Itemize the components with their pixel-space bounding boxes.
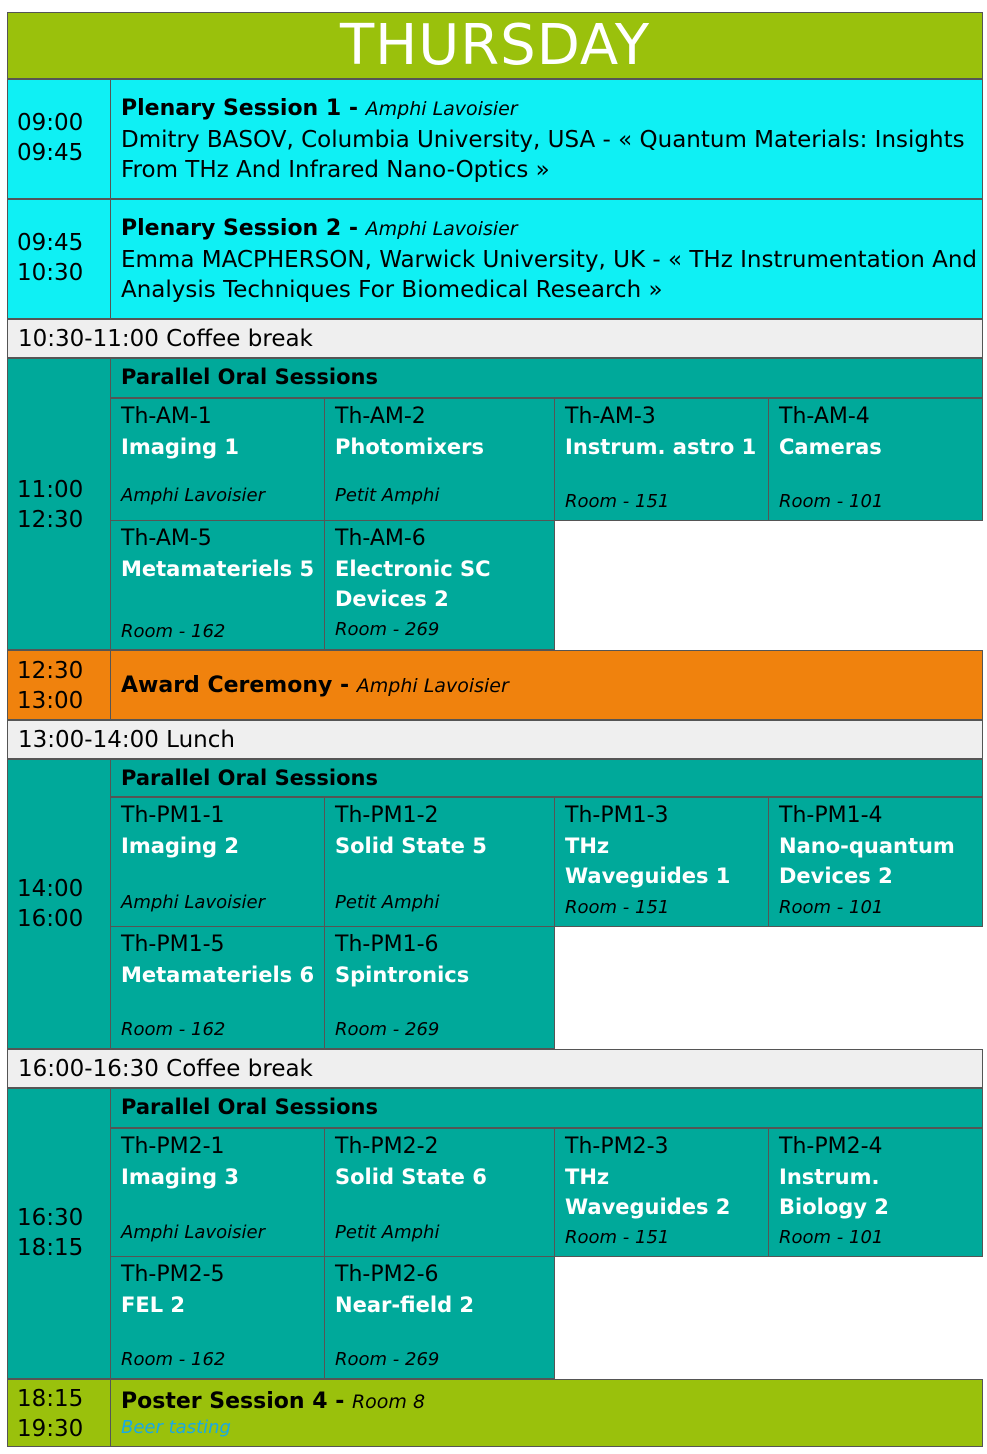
session-cell — [768, 797, 983, 927]
session-code: Th-AM-3 — [565, 404, 656, 429]
end-time: 12:30 — [17, 507, 84, 533]
speaker-line-2: Analysis Techniques For Biomedical Research » — [121, 277, 663, 303]
session-room: Room - 101 — [779, 1227, 884, 1248]
session-room: Room - 101 — [779, 491, 884, 512]
session-topic-line-2: Biology 2 — [779, 1195, 889, 1219]
end-time: 16:00 — [17, 906, 84, 932]
session-code: Th-PM2-3 — [565, 1134, 669, 1159]
session-cell — [110, 1128, 325, 1257]
session-room: Room - 151 — [565, 897, 670, 918]
end-time: 19:30 — [17, 1416, 84, 1442]
poster-session — [110, 1379, 983, 1447]
session-location: Amphi Lavoisier — [365, 98, 518, 120]
separator: - — [341, 216, 366, 241]
day-header: THURSDAY — [7, 12, 983, 79]
session-topic: Cameras — [779, 435, 882, 459]
session-title: Poster Session 4 — [121, 1389, 328, 1414]
session-location: Amphi Lavoisier — [356, 675, 509, 697]
award-ceremony — [110, 650, 983, 720]
end-time: 09:45 — [17, 140, 84, 166]
pm2-time-cell — [7, 1088, 111, 1379]
session-code: Th-PM1-5 — [121, 932, 225, 957]
session-title: Plenary Session 1 — [121, 96, 342, 121]
session-title: Award Ceremony — [121, 673, 333, 698]
session-room: Room - 269 — [335, 1019, 440, 1040]
parallel-sessions-title: Parallel Oral Sessions — [110, 1088, 983, 1128]
am-time-cell — [7, 358, 111, 650]
session-topic: Imaging 2 — [121, 834, 240, 858]
plenary-session-1 — [110, 79, 983, 199]
session-code: Th-PM1-1 — [121, 803, 225, 828]
session-topic-line-2: Devices 2 — [779, 864, 893, 888]
speaker-line-1: Emma MACPHERSON, Warwick University, UK - « THz Instrumentation And — [121, 247, 977, 273]
session-topic: Metamateriels 5 — [121, 557, 315, 581]
session-topic: Near-field 2 — [335, 1293, 475, 1317]
session-topic: Imaging 1 — [121, 435, 240, 459]
end-time: 13:00 — [17, 688, 84, 714]
start-time: 18:15 — [17, 1386, 84, 1412]
plenary1-time-cell — [7, 79, 111, 199]
award-time-cell — [7, 650, 111, 720]
session-cell — [324, 398, 555, 521]
session-title: Plenary Session 2 — [121, 216, 342, 241]
end-time: 10:30 — [17, 260, 84, 286]
session-topic: THz — [565, 834, 610, 858]
session-topic: Nano-quantum — [779, 834, 955, 858]
session-code: Th-PM2-5 — [121, 1262, 225, 1287]
session-cell — [110, 398, 325, 521]
session-topic: Instrum. — [779, 1165, 880, 1189]
plenary-session-2 — [110, 199, 983, 319]
session-room: Room - 269 — [335, 1349, 440, 1370]
coffee-break-2: 16:00-16:30 Coffee break — [7, 1049, 983, 1088]
session-room: Room - 151 — [565, 491, 670, 512]
parallel-sessions-title: Parallel Oral Sessions — [110, 358, 983, 398]
session-topic: Solid State 6 — [335, 1165, 487, 1189]
session-code: Th-PM2-1 — [121, 1134, 225, 1159]
pm1-time-cell — [7, 759, 111, 1049]
session-cell — [324, 1256, 555, 1379]
session-topic: Spintronics — [335, 963, 470, 987]
plenary2-time-cell — [7, 199, 111, 319]
session-topic: Photomixers — [335, 435, 484, 459]
session-code: Th-PM1-4 — [779, 803, 883, 828]
session-code: Th-PM2-2 — [335, 1134, 439, 1159]
session-code: Th-PM2-6 — [335, 1262, 439, 1287]
start-time: 09:00 — [17, 110, 84, 136]
poster-time-cell — [7, 1379, 111, 1447]
session-topic: Metamateriels 6 — [121, 963, 315, 987]
session-room: Amphi Lavoisier — [121, 892, 265, 913]
session-cell — [324, 926, 555, 1049]
session-cell — [110, 520, 325, 650]
session-room: Petit Amphi — [335, 485, 440, 506]
session-code: Th-PM1-3 — [565, 803, 669, 828]
speaker-line-1: Dmitry BASOV, Columbia University, USA - « Quantum Materials: Insights — [121, 127, 965, 153]
start-time: 11:00 — [17, 477, 84, 503]
session-room: Petit Amphi — [335, 1222, 440, 1243]
session-cell — [324, 520, 555, 650]
session-room: Amphi Lavoisier — [121, 485, 265, 506]
start-time: 16:30 — [17, 1205, 84, 1231]
parallel-sessions-title: Parallel Oral Sessions — [110, 759, 983, 797]
session-cell — [768, 1128, 983, 1257]
session-room: Room - 162 — [121, 621, 226, 642]
session-code: Th-PM2-4 — [779, 1134, 883, 1159]
session-room: Room - 162 — [121, 1019, 226, 1040]
session-topic-line-2: Waveguides 2 — [565, 1195, 731, 1219]
session-cell — [324, 1128, 555, 1257]
session-topic: Instrum. astro 1 — [565, 435, 757, 459]
session-topic: Imaging 3 — [121, 1165, 240, 1189]
start-time: 09:45 — [17, 230, 84, 256]
session-code: Th-AM-6 — [335, 526, 426, 551]
start-time: 14:00 — [17, 876, 84, 902]
session-cell — [324, 797, 555, 927]
session-room: Room - 101 — [779, 897, 884, 918]
session-code: Th-AM-2 — [335, 404, 426, 429]
session-code: Th-AM-4 — [779, 404, 870, 429]
session-cell — [554, 1128, 769, 1257]
speaker-line-2: From THz And Infrared Nano-Optics » — [121, 157, 550, 183]
separator: - — [341, 96, 366, 121]
session-code: Th-AM-5 — [121, 526, 212, 551]
session-room: Petit Amphi — [335, 892, 440, 913]
session-note: Beer tasting — [121, 1417, 231, 1438]
coffee-break-1: 10:30-11:00 Coffee break — [7, 319, 983, 358]
session-topic-line-2: Waveguides 1 — [565, 864, 731, 888]
session-topic-line-2: Devices 2 — [335, 587, 449, 611]
separator: - — [332, 673, 357, 698]
session-room: Amphi Lavoisier — [121, 1222, 265, 1243]
session-cell — [110, 926, 325, 1049]
lunch-break: 13:00-14:00 Lunch — [7, 720, 983, 759]
session-topic: Solid State 5 — [335, 834, 487, 858]
end-time: 18:15 — [17, 1235, 84, 1261]
session-topic: THz — [565, 1165, 610, 1189]
session-cell — [110, 797, 325, 927]
session-cell — [768, 398, 983, 521]
session-cell — [110, 1256, 325, 1379]
session-room: Room - 269 — [335, 619, 440, 640]
start-time: 12:30 — [17, 658, 84, 684]
session-cell — [554, 797, 769, 927]
session-location: Amphi Lavoisier — [365, 218, 518, 240]
separator: - — [327, 1389, 352, 1414]
session-cell — [554, 398, 769, 521]
session-topic: FEL 2 — [121, 1293, 185, 1317]
session-code: Th-AM-1 — [121, 404, 212, 429]
session-topic: Electronic SC — [335, 557, 491, 581]
session-location: Room 8 — [351, 1391, 426, 1413]
session-room: Room - 162 — [121, 1349, 226, 1370]
session-code: Th-PM1-2 — [335, 803, 439, 828]
session-room: Room - 151 — [565, 1227, 670, 1248]
session-code: Th-PM1-6 — [335, 932, 439, 957]
